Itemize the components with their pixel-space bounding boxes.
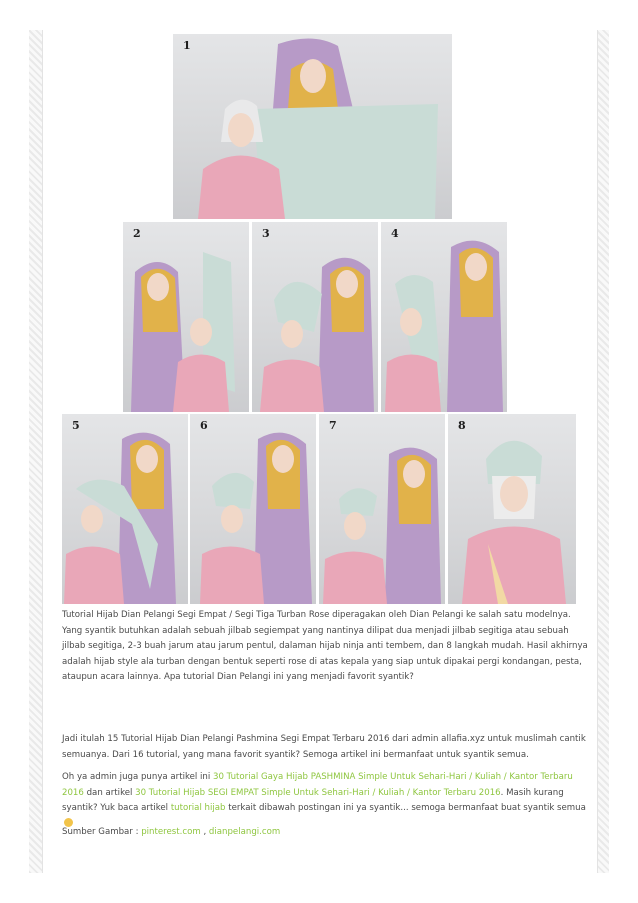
- promo-paragraph: [62, 770, 590, 832]
- step-photo-7: [319, 414, 445, 604]
- pashmina-article-link[interactable]: 30 Tutorial Gaya Hijab PASHMINA Simple Untuk Sehari-Hari / Kuliah / Kantor Terbaru 2016: [62, 772, 573, 798]
- step-photo-5: [62, 414, 188, 604]
- left-border-pattern: [29, 30, 42, 873]
- closing-paragraph: Jadi itulah 15 Tutorial Hijab Dian Pelangi Pashmina Segi Empat Terbaru 2016 dari admin allafia.xyz untuk muslimah cantik semuanya. Dari 16 tutorial, yang mana favorit syantik? Semoga artikel ini bermanfaat untuk syantik semua.: [62, 734, 586, 760]
- step-photo-8: [448, 414, 576, 604]
- segi-empat-article-link[interactable]: 30 Tutorial Hijab SEGI EMPAT Simple Untuk Sehari-Hari / Kuliah / Kantor Terbaru 2016: [135, 787, 501, 798]
- closing-text: [62, 732, 590, 763]
- tutorial-hijab-link[interactable]: tutorial hijab: [170, 803, 226, 813]
- tutorial-caption: [62, 608, 590, 686]
- step-number: 2: [133, 227, 141, 240]
- step-number: 6: [200, 419, 208, 432]
- source-paragraph: [62, 825, 590, 841]
- step-photo-1: [173, 34, 452, 219]
- step-number: 3: [262, 227, 270, 240]
- source-separator: ,: [200, 827, 209, 837]
- step-number: 8: [458, 419, 466, 432]
- step-photo-2: [123, 222, 249, 412]
- step-photo-4: [381, 222, 507, 412]
- caption-paragraph: Tutorial Hijab Dian Pelangi Segi Empat / Segi Tiga Turban Rose diperagakan oleh Dian Pelangi ke salah satu modelnya. Yang syantik butuhkan adalah sebuah jilbab segiempat yang nantinya dilipat dua menjadi jilbab segitiga atau sebuah jilbab segitiga, 2-3 buah jarum atau jarum pentul, dalaman hijab ninja anti tembem, dan 8 langkah mudah. Hasil akhirnya adalah hijab style ala turban dengan bentuk seperti rose di atas kepala yang siap untuk dipakai pergi kondangan, pesta, ataupun acara lainnya. Apa tutorial Dian Pelangi ini yang menjadi favorit syantik?: [62, 610, 588, 682]
- promo-text-3: . Masih kurang syantik? Yuk baca artikel: [62, 787, 564, 813]
- promo-text-1: Oh ya admin juga punya artikel ini: [62, 772, 213, 782]
- step-number: 4: [391, 227, 399, 240]
- step-number: 7: [329, 419, 337, 432]
- step-photo-6: [190, 414, 316, 604]
- step-number: 5: [72, 419, 80, 432]
- dianpelangi-link[interactable]: dianpelangi.com: [208, 827, 281, 837]
- promo-text-4: terkait dibawah postingan ini ya syantik... semoga bermanfaat buat syantik semua: [225, 803, 586, 813]
- image-source: [62, 825, 590, 841]
- source-label: Sumber Gambar :: [62, 827, 142, 837]
- promo-text: [62, 770, 590, 832]
- promo-text-2: dan artikel: [83, 787, 136, 798]
- step-photo-3: [252, 222, 378, 412]
- step-number: 1: [183, 39, 191, 52]
- pinterest-link[interactable]: pinterest.com: [141, 827, 201, 837]
